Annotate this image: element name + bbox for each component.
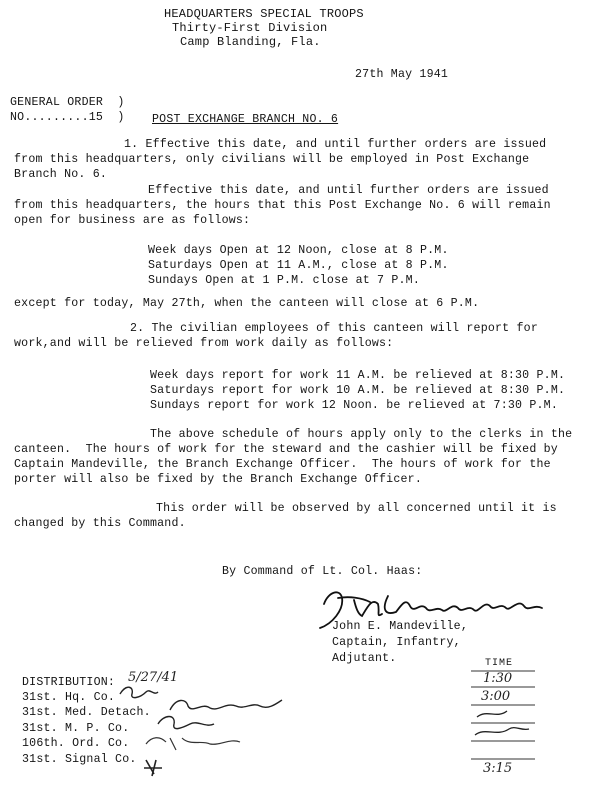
general-order-number: NO.........15 ) — [10, 111, 125, 124]
time-log-box — [463, 658, 543, 777]
time-entry: 3:00 — [481, 689, 511, 704]
header-division: Thirty-First Division — [172, 21, 328, 35]
general-order-label: GENERAL ORDER ) — [10, 96, 125, 109]
para4-line2: canteen. The hours of work for the steward and the cashier will be fixed by — [14, 443, 558, 456]
hours-sundays: Sundays Open at 1 P.M. close at 7 P.M. — [148, 274, 420, 287]
order-date: 27th May 1941 — [355, 68, 449, 81]
distribution-item: 106th. Ord. Co. — [22, 737, 130, 750]
para1-line2: from this headquarters, only civilians will be employed in Post Exchange — [14, 153, 530, 166]
distribution-item: 31st. Signal Co. — [22, 753, 137, 766]
time-entry: 3:15 — [483, 761, 513, 776]
para2-line3: open for business are as follows: — [14, 214, 251, 227]
para4-line3: Captain Mandeville, the Branch Exchange Officer. The hours of work for the — [14, 458, 551, 471]
para5-line1: This order will be observed by all concerned until it is — [156, 502, 557, 515]
header-location: Camp Blanding, Fla. — [180, 35, 321, 49]
time-label: TIME — [485, 658, 514, 669]
exception-line: except for today, May 27th, when the canteen will close at 6 P.M. — [14, 297, 480, 310]
distribution-date-handwritten: 5/27/41 — [128, 670, 179, 685]
para2-line2: from this headquarters, the hours that this Post Exchange No. 6 will remain — [14, 199, 551, 212]
handwritten-initials — [110, 680, 300, 780]
work-weekdays: Week days report for work 11 A.M. be relieved at 8:30 P.M. — [150, 369, 566, 382]
signer-rank: Captain, Infantry, — [332, 636, 461, 649]
distribution-heading: DISTRIBUTION: — [22, 676, 116, 689]
time-entry: 1:30 — [483, 671, 513, 686]
signer-name: John E. Mandeville, — [332, 620, 468, 633]
signer-role: Adjutant. — [332, 652, 397, 665]
work-sundays: Sundays report for work 12 Noon. be relieved at 7:30 P.M. — [150, 399, 558, 412]
para2-line1: Effective this date, and until further orders are issued — [148, 184, 549, 197]
work-saturdays: Saturdays report for work 10 A.M. be relieved at 8:30 P.M. — [150, 384, 566, 397]
para5-line2: changed by this Command. — [14, 517, 186, 530]
para1-line1: 1. Effective this date, and until further orders are issued — [124, 138, 547, 151]
hours-weekdays: Week days Open at 12 Noon, close at 8 P.M. — [148, 244, 449, 257]
para1-line3: Branch No. 6. — [14, 168, 108, 181]
hours-saturdays: Saturdays Open at 11 A.M., close at 8 P.M. — [148, 259, 449, 272]
distribution-item: 31st. Med. Detach. — [22, 706, 151, 719]
para4-line4: porter will also be fixed by the Branch Exchange Officer. — [14, 473, 422, 486]
para3-line2: work,and will be relieved from work daily as follows: — [14, 337, 394, 350]
command-line: By Command of Lt. Col. Haas: — [222, 565, 423, 578]
distribution-item: 31st. M. P. Co. — [22, 722, 130, 735]
para4-line1: The above schedule of hours apply only to the clerks in the — [150, 428, 573, 441]
order-title: POST EXCHANGE BRANCH NO. 6 — [152, 113, 339, 126]
para3-line1: 2. The civilian employees of this canteen will report for — [130, 322, 538, 335]
header-unit: HEADQUARTERS SPECIAL TROOPS — [164, 7, 364, 21]
distribution-item: 31st. Hq. Co. — [22, 691, 116, 704]
